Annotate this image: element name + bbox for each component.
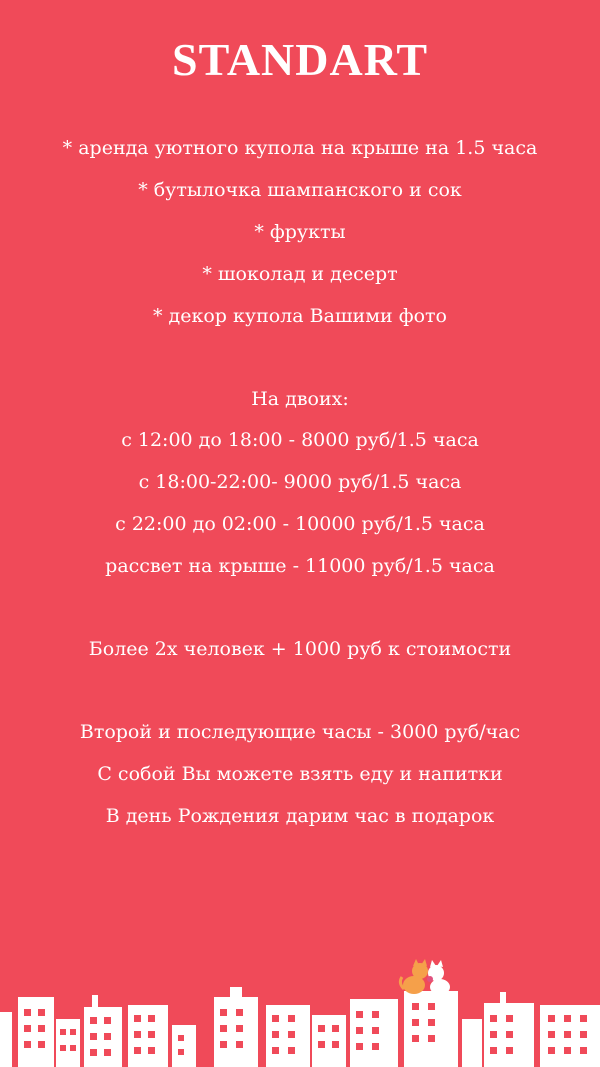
feature-item: * декор купола Вашими фото [153,305,447,327]
pricing-heading: На двоих: [251,388,349,410]
building [230,987,242,999]
cats-on-roof-icon [400,959,450,995]
price-row: рассвет на крыше - 11000 руб/1.5 часа [105,555,495,577]
page-title: STANDART [171,34,428,85]
feature-item: * бутылочка шампанского и сок [138,179,462,201]
building [500,992,506,1004]
feature-item: * аренда уютного купола на крыше на 1.5 часа [62,137,538,159]
building [56,1019,80,1067]
feature-item: * шоколад и десерт [202,263,398,285]
building [462,1019,482,1067]
building [404,991,458,1067]
extra-people-note: Более 2х человек + 1000 руб к стоимости [88,638,512,660]
city-skyline-illustration [0,957,600,1067]
building [312,1015,346,1067]
price-row: с 12:00 до 18:00 - 8000 руб/1.5 часа [121,429,479,451]
building [0,1012,12,1067]
building [172,1025,196,1067]
price-row: с 22:00 до 02:00 - 10000 руб/1.5 часа [115,513,485,535]
info-note: В день Рождения дарим час в подарок [105,805,495,827]
building [18,997,54,1067]
feature-item: * фрукты [254,221,346,243]
building [92,995,98,1007]
info-note: Второй и последующие часы - 3000 руб/час [79,721,521,743]
building [84,1007,122,1067]
price-row: с 18:00-22:00- 9000 руб/1.5 часа [138,471,462,493]
info-note: С собой Вы можете взять еду и напитки [97,763,503,785]
